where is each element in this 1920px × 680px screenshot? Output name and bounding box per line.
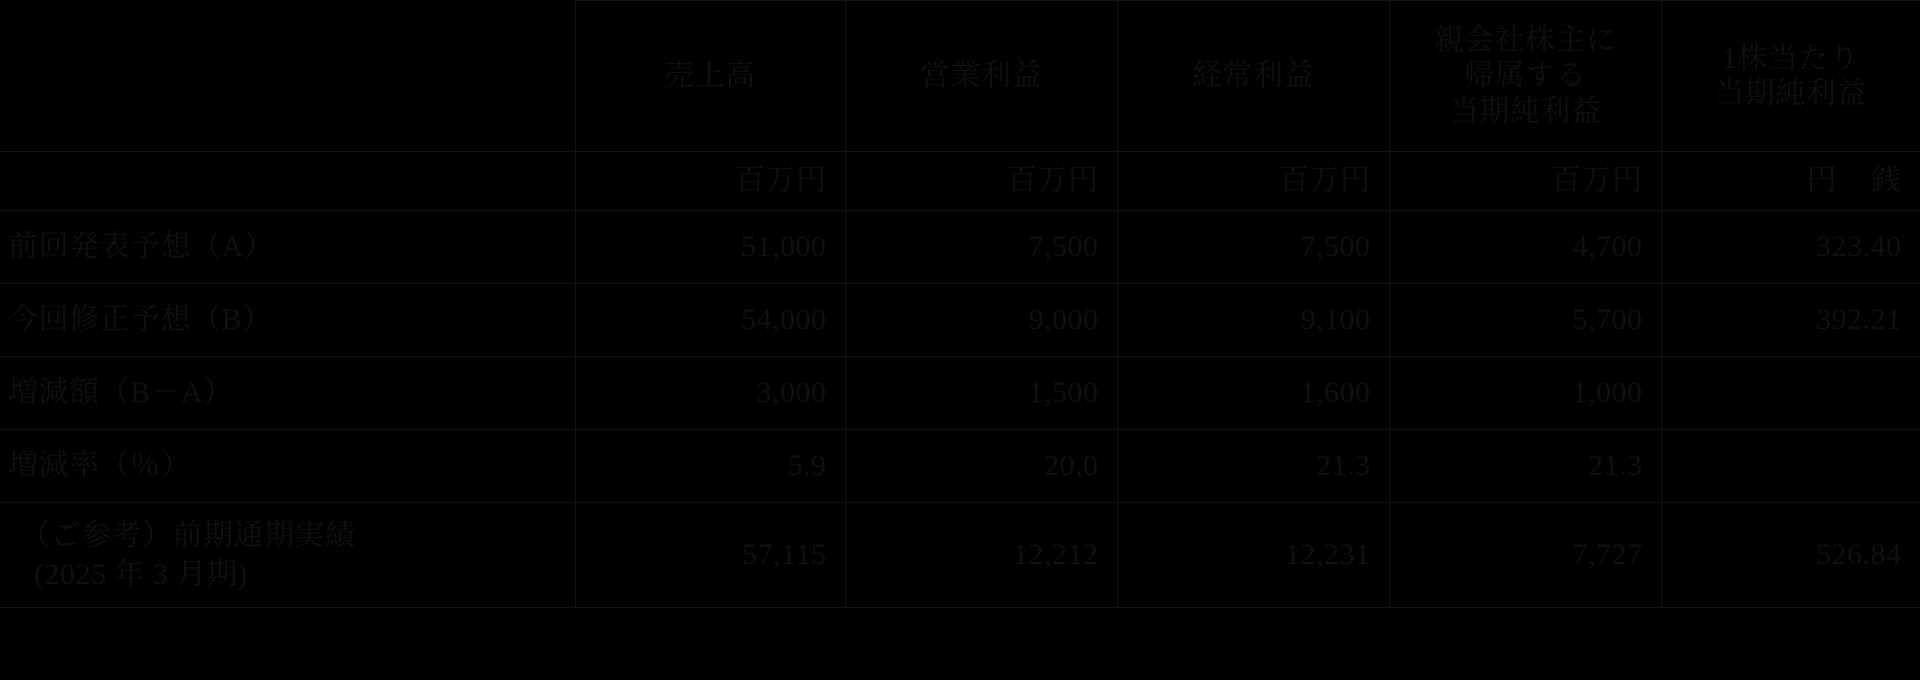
row-label-prior-year-actual-line2: (2025 年 3 月期) xyxy=(34,558,248,591)
cell-revised-forecast-ordinary-income: 9,100 xyxy=(1117,284,1389,357)
cell-prior-year-actual-net-income: 7,727 xyxy=(1389,503,1661,608)
unit-cell-net-income: 百万円 xyxy=(1389,152,1661,211)
units-row xyxy=(0,152,1920,211)
cell-previous-forecast-sales: 51,000 xyxy=(575,211,845,284)
cell-prior-year-actual-eps: 526.84 xyxy=(1661,503,1920,608)
unit-eps-yen: 円 xyxy=(1806,164,1837,198)
cell-previous-forecast-ordinary-income: 7,500 xyxy=(1117,211,1389,284)
header-cell-net-income xyxy=(1389,1,1661,152)
row-label-previous-forecast: 前回発表予想（A） xyxy=(0,211,575,284)
table-body xyxy=(0,152,1920,608)
table-row xyxy=(0,357,1920,430)
cell-previous-forecast-eps: 323.40 xyxy=(1661,211,1920,284)
header-cell-ordinary-income: 経常利益 xyxy=(1117,1,1389,152)
header-cell-sales: 売上高 xyxy=(575,1,845,152)
header-net-income-line2: 帰属する xyxy=(1464,59,1586,93)
cell-revised-forecast-sales: 54,000 xyxy=(575,284,845,357)
unit-cell-sales: 百万円 xyxy=(575,152,845,211)
table-row xyxy=(0,211,1920,284)
cell-change-rate-eps xyxy=(1661,430,1920,503)
header-cell-eps xyxy=(1661,1,1920,152)
row-label-change-rate: 増減率（％） xyxy=(0,430,575,503)
cell-prior-year-actual-sales: 57,115 xyxy=(575,503,845,608)
cell-change-amount-net-income: 1,000 xyxy=(1389,357,1661,430)
row-label-prior-year-actual xyxy=(0,503,575,608)
cell-revised-forecast-net-income: 5,700 xyxy=(1389,284,1661,357)
cell-previous-forecast-net-income: 4,700 xyxy=(1389,211,1661,284)
header-eps-line2: 当期純利益 xyxy=(1714,77,1867,110)
cell-change-amount-operating-income: 1,500 xyxy=(845,357,1117,430)
cell-change-rate-operating-income: 20.0 xyxy=(845,430,1117,503)
cell-change-amount-ordinary-income: 1,600 xyxy=(1117,357,1389,430)
cell-prior-year-actual-operating-income: 12,212 xyxy=(845,503,1117,608)
row-label-change-amount: 増減額（B－A） xyxy=(0,357,575,430)
cell-change-amount-eps xyxy=(1661,357,1920,430)
table-row xyxy=(0,284,1920,357)
header-cell-item xyxy=(0,1,575,152)
row-label-revised-forecast: 今回修正予想（B） xyxy=(0,284,575,357)
unit-cell-eps xyxy=(1661,152,1920,211)
unit-cell-item xyxy=(0,152,575,211)
unit-cell-ordinary-income: 百万円 xyxy=(1117,152,1389,211)
cell-previous-forecast-operating-income: 7,500 xyxy=(845,211,1117,284)
header-net-income-line3: 当期純利益 xyxy=(1448,94,1602,128)
cell-revised-forecast-eps: 392.21 xyxy=(1661,284,1920,357)
header-net-income-line1: 親会社株主に xyxy=(1433,23,1617,57)
header-row xyxy=(0,1,1920,152)
cell-revised-forecast-operating-income: 9,000 xyxy=(845,284,1117,357)
cell-prior-year-actual-ordinary-income: 12,231 xyxy=(1117,503,1389,608)
cell-change-amount-sales: 3,000 xyxy=(575,357,845,430)
unit-cell-operating-income: 百万円 xyxy=(845,152,1117,211)
cell-change-rate-ordinary-income: 21.3 xyxy=(1117,430,1389,503)
header-cell-operating-income: 営業利益 xyxy=(845,1,1117,152)
unit-eps-sen: 銭 xyxy=(1871,164,1902,198)
table-row xyxy=(0,503,1920,608)
cell-change-rate-net-income: 21.3 xyxy=(1389,430,1661,503)
table-row xyxy=(0,430,1920,503)
header-eps-line1: 1株当たり xyxy=(1721,41,1860,75)
table-header xyxy=(0,1,1920,152)
cell-change-rate-sales: 5.9 xyxy=(575,430,845,503)
row-label-prior-year-actual-line1: （ご参考）前期通期実績 xyxy=(20,519,356,552)
